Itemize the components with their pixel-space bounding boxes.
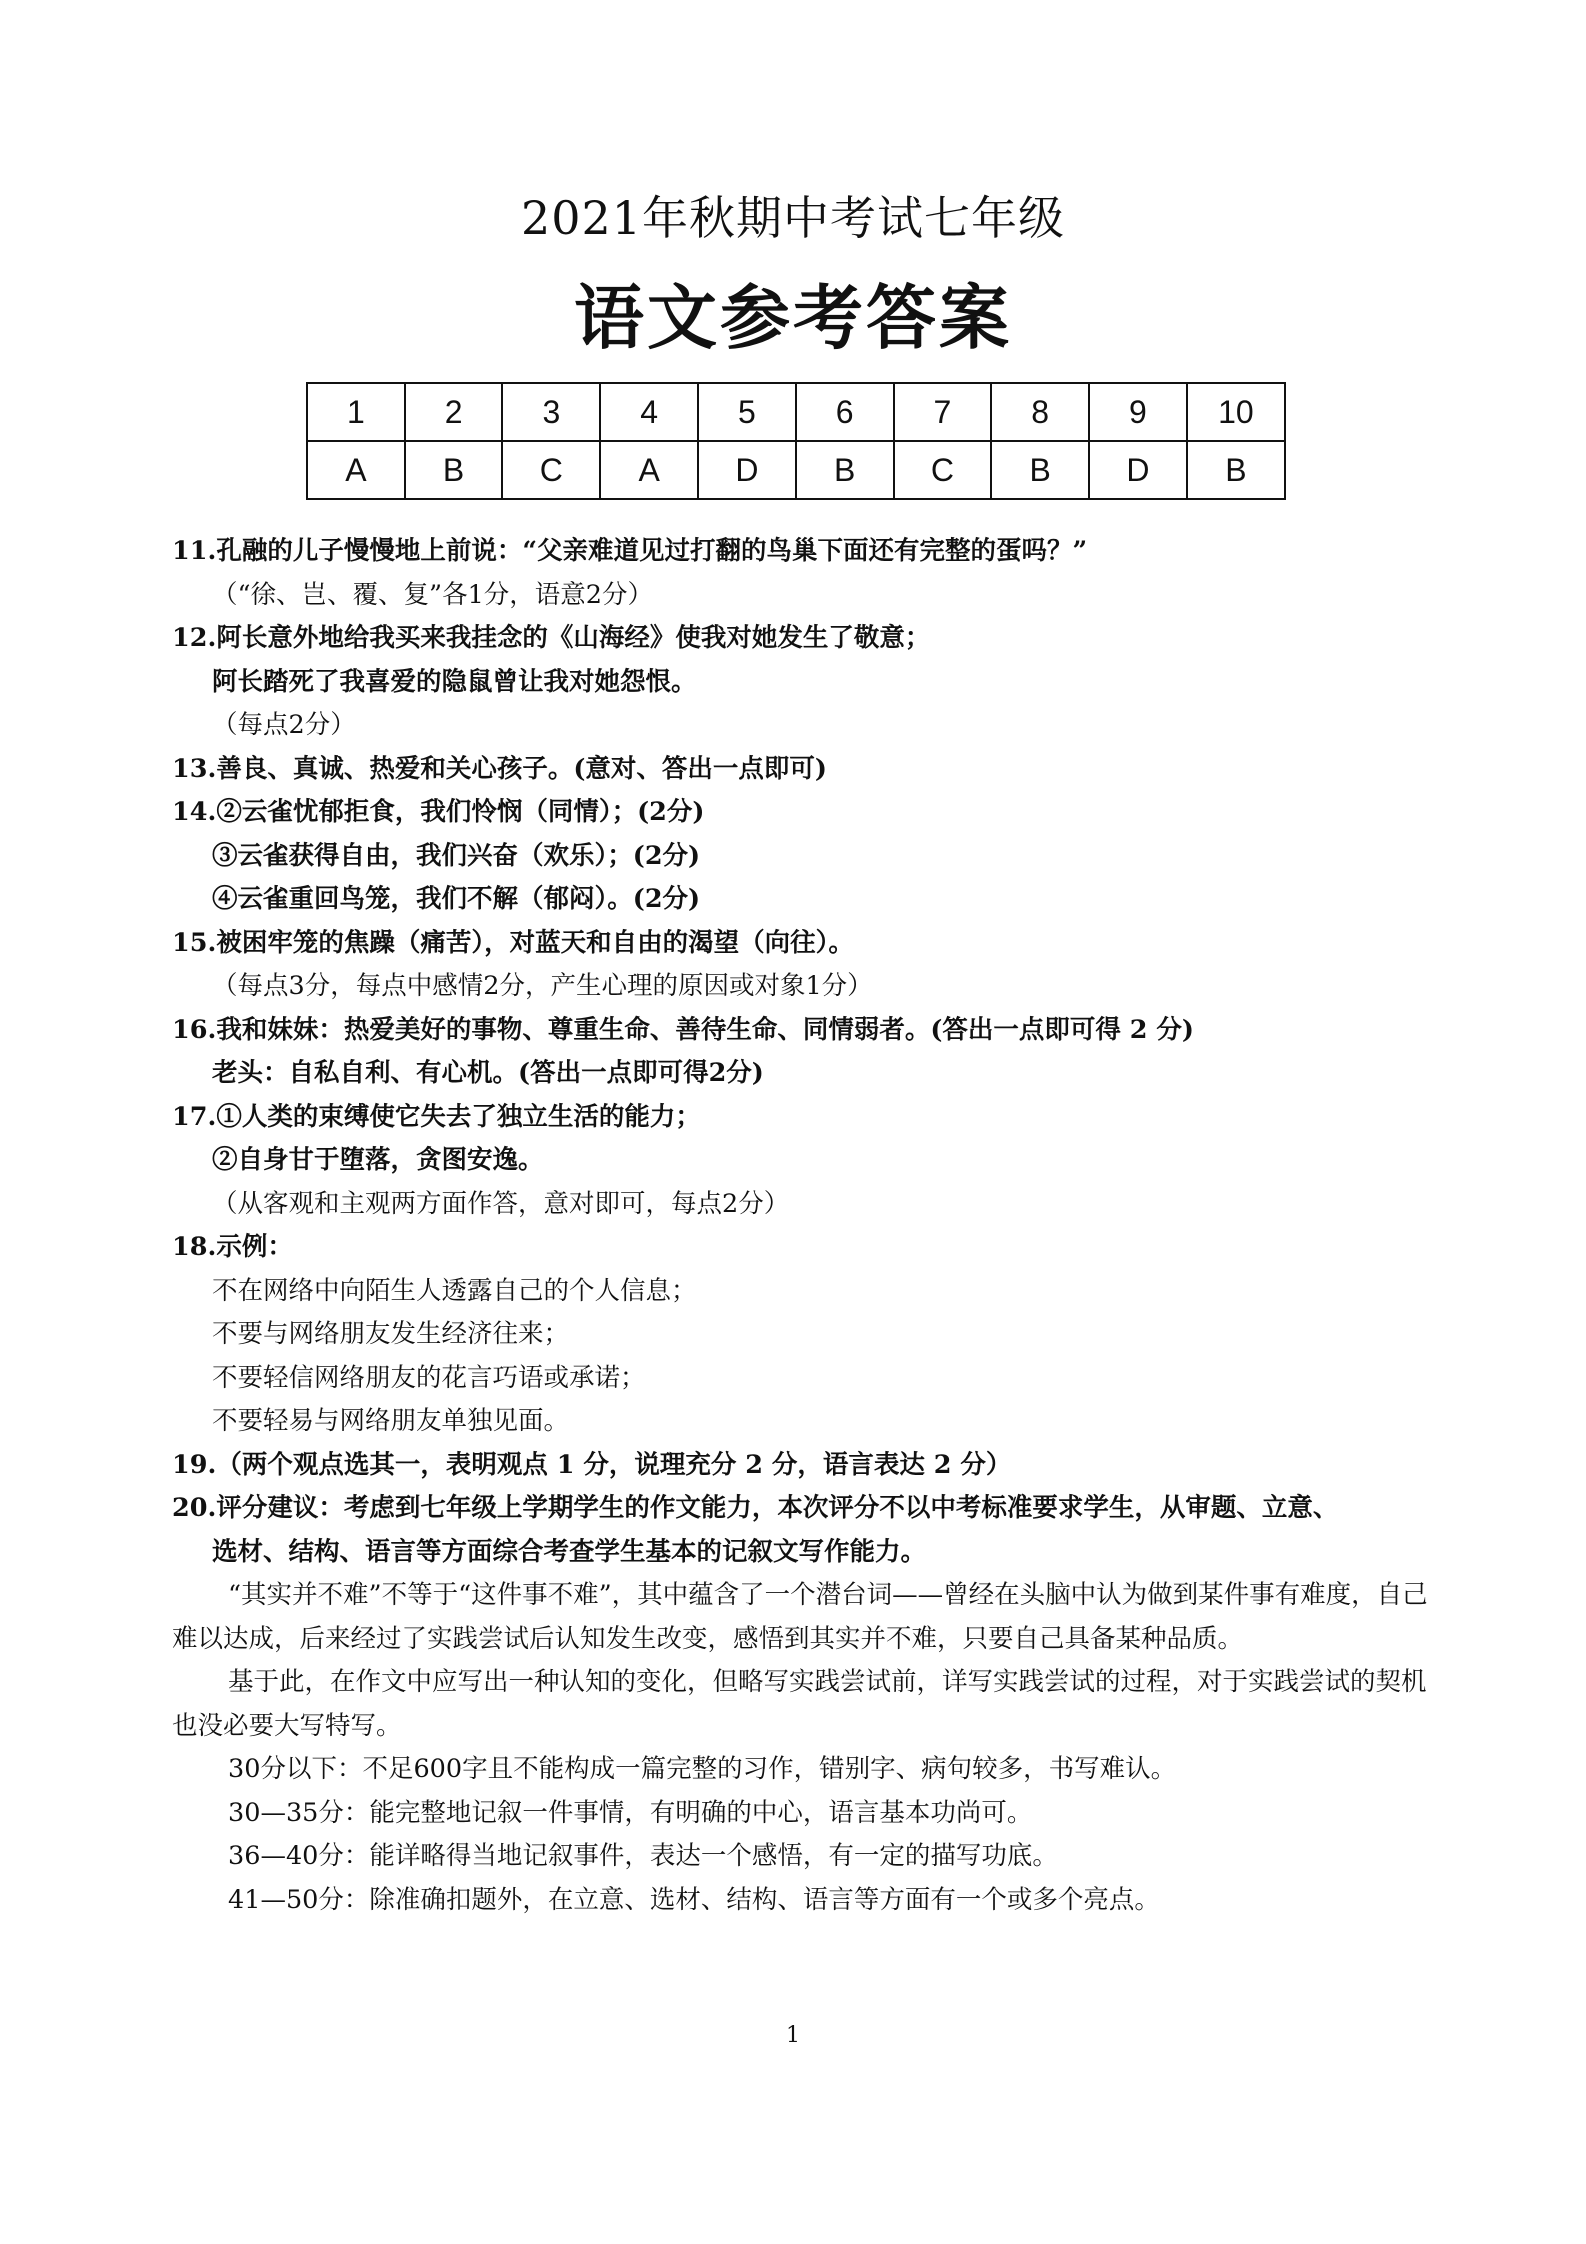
answer-q18-example: 不要轻信网络朋友的花言巧语或承诺； (212, 1362, 646, 1393)
answer-q15: 15.被困牢笼的焦躁（痛苦），对蓝天和自由的渴望（向往）。 (172, 927, 854, 958)
answer-q20-paragraph: 基于此，在作文中应写出一种认知的变化，但略写实践尝试前，详写实践尝试的过程，对于实践尝试的契机也没必要大写特写。 (172, 1667, 1427, 1741)
answer-cell: B (991, 441, 1089, 499)
answer-cell: A (307, 441, 405, 499)
answer-cell: A (600, 441, 698, 499)
question-number-cell: 7 (894, 383, 992, 441)
grading-criterion: 41—50分：除准确扣题外，在立意、选材、结构、语言等方面有一个或多个亮点。 (228, 1884, 1160, 1915)
answer-q12-line2: 阿长踏死了我喜爱的隐鼠曾让我对她怨恨。 (212, 666, 697, 697)
answer-table (306, 382, 1286, 500)
answer-cell: B (796, 441, 894, 499)
question-number-cell: 3 (502, 383, 600, 441)
answer-q12-note: （每点2分） (212, 710, 356, 740)
question-number-cell: 5 (698, 383, 796, 441)
question-number-cell: 1 (307, 383, 405, 441)
answer-cell: B (405, 441, 503, 499)
answer-q20-line1: 20.评分建议：考虑到七年级上学期学生的作文能力，本次评分不以中考标准要求学生，从审题、立意、 (172, 1493, 1339, 1523)
answer-row (307, 441, 1285, 499)
answer-q15-note: （每点3分，每点中感情2分，产生心理的原因或对象1分） (212, 971, 873, 1001)
answer-q17-line2: ②自身甘于堕落，贪图安逸。 (212, 1145, 544, 1175)
answer-q11: 11.孔融的儿子慢慢地上前说：“父亲难道见过打翻的鸟巢下面还有完整的蛋吗？” (172, 536, 1088, 566)
answer-q20-paragraph: “其实并不难”不等于“这件事不难”，其中蕴含了一个潜台词——曾经在头脑中认为做到某件事有难度，自己难以达成，后来经过了实践尝试后认知发生改变，感悟到其实并不难，只要自己具备某种品质。 (172, 1580, 1428, 1654)
answer-q19: 19.（两个观点选其一，表明观点 1 分，说理充分 2 分，语言表达 2 分） (172, 1449, 1012, 1480)
grading-criterion: 30—35分：能完整地记叙一件事情，有明确的中心，语言基本功尚可。 (228, 1797, 1033, 1828)
answer-q17-note: （从客观和主观两方面作答，意对即可，每点2分） (212, 1188, 790, 1219)
answer-q11-note: （“徐、岂、覆、复”各1分，语意2分） (212, 579, 654, 610)
answer-q18: 18.示例： (172, 1232, 293, 1262)
exam-subtitle: 2021年秋期中考试七年级 (520, 191, 1066, 245)
answer-q16-line2: 老头：自私自利、有心机。(答出一点即可得2分) (212, 1058, 764, 1088)
answer-q20-line2: 选材、结构、语言等方面综合考查学生基本的记叙文写作能力。 (212, 1536, 927, 1567)
page-title: 语文参考答案 (574, 277, 1012, 359)
answer-cell: D (1089, 441, 1187, 499)
question-number-row (307, 383, 1285, 441)
answer-q14-line1: 14.②云雀忧郁拒食，我们怜悯（同情）；(2分) (172, 797, 705, 827)
answer-cell: C (502, 441, 600, 499)
answer-cell: C (894, 441, 992, 499)
question-number-cell: 4 (600, 383, 698, 441)
grading-criterion: 36—40分：能详略得当地记叙事件，表达一个感悟，有一定的描写功底。 (228, 1841, 1058, 1871)
question-number-cell: 8 (991, 383, 1089, 441)
page-number: 1 (786, 2023, 800, 2048)
answer-cell: D (698, 441, 796, 499)
answer-q16-line1: 16.我和妹妹：热爱美好的事物、尊重生命、善待生命、同情弱者。(答出一点即可得 2 分) (172, 1014, 1194, 1045)
answer-q12-line1: 12.阿长意外地给我买来我挂念的《山海经》使我对她发生了敬意； (172, 623, 931, 653)
question-number-cell: 6 (796, 383, 894, 441)
answer-q14-line2: ③云雀获得自由，我们兴奋（欢乐）；(2分) (212, 840, 701, 871)
question-number-cell: 10 (1187, 383, 1285, 441)
answer-cell: B (1187, 441, 1285, 499)
answer-q13: 13.善良、真诚、热爱和关心孩子。(意对、答出一点即可) (172, 753, 827, 784)
question-number-cell: 9 (1089, 383, 1187, 441)
grading-criterion: 30分以下：不足600字且不能构成一篇完整的习作，错别字、病句较多，书写难认。 (228, 1754, 1177, 1784)
answer-body (172, 530, 1432, 1922)
answer-q17-line1: 17.①人类的束缚使它失去了独立生活的能力； (172, 1101, 701, 1132)
answer-q18-example: 不要轻易与网络朋友单独见面。 (212, 1406, 570, 1436)
answer-q18-example: 不要与网络朋友发生经济往来； (212, 1319, 570, 1349)
answer-q18-example: 不在网络中向陌生人透露自己的个人信息； (212, 1275, 697, 1306)
question-number-cell: 2 (405, 383, 503, 441)
answer-q14-line3: ④云雀重回鸟笼，我们不解（郁闷）。(2分) (212, 884, 701, 914)
